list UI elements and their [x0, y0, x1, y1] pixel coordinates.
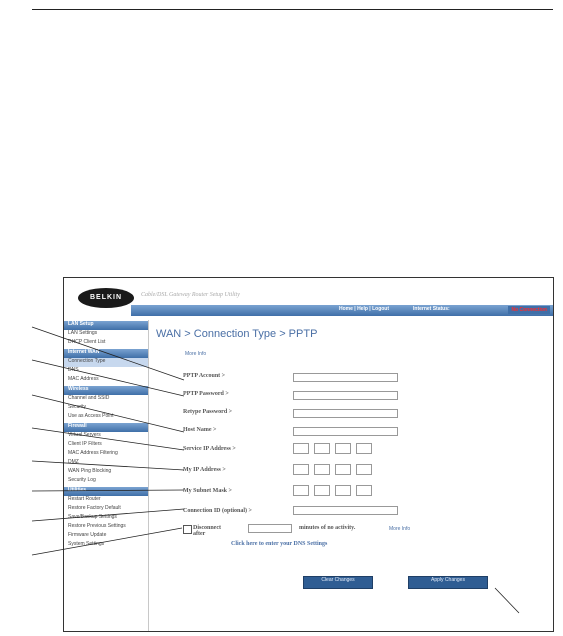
sidebar-section-firewall: Firewall	[64, 423, 148, 432]
subnet-octet-3[interactable]	[335, 485, 351, 496]
sidebar-item-restart-router[interactable]: Restart Router	[68, 496, 101, 502]
dns-settings-link[interactable]: Click here to enter your DNS Settings	[231, 541, 328, 547]
service-ip-octet-1[interactable]	[293, 443, 309, 454]
sidebar-item-dns[interactable]: DNS	[68, 367, 79, 373]
service-ip-octet-3[interactable]	[335, 443, 351, 454]
page-title: WAN > Connection Type > PPTP	[156, 328, 318, 340]
app-title: Cable/DSL Gateway Router Setup Utility	[141, 292, 240, 298]
sidebar-item-wan-ping-blocking[interactable]: WAN Ping Blocking	[68, 468, 112, 474]
pptp-password-label: PPTP Password >	[183, 391, 229, 397]
connection-id-label: Connection ID (optional) >	[183, 508, 252, 514]
my-ip-octet-3[interactable]	[335, 464, 351, 475]
sidebar-item-firmware-update[interactable]: Firmware Update	[68, 532, 107, 538]
my-ip-label: My IP Address >	[183, 467, 226, 473]
sidebar-item-access-point[interactable]: Use as Access Point	[68, 413, 114, 419]
pptp-password-input[interactable]	[293, 391, 398, 400]
disconnect-more-info-link[interactable]: More Info	[389, 526, 411, 532]
sidebar-item-channel-ssid[interactable]: Channel and SSID	[68, 395, 110, 401]
header	[64, 278, 553, 316]
pptp-account-input[interactable]	[293, 373, 398, 382]
top-nav-bar	[131, 305, 553, 316]
main-content	[149, 320, 553, 631]
my-ip-octet-2[interactable]	[314, 464, 330, 475]
sidebar-item-client-ip-filters[interactable]: Client IP Filters	[68, 441, 102, 447]
service-ip-octet-2[interactable]	[314, 443, 330, 454]
sidebar-item-dhcp-client-list[interactable]: DHCP Client List	[68, 339, 106, 345]
disconnect-label: Disconnect after	[193, 525, 221, 537]
service-ip-label: Service IP Address >	[183, 446, 236, 452]
sidebar-item-dmz[interactable]: DMZ	[68, 459, 79, 465]
page-rule	[32, 9, 553, 10]
sidebar-item-mac-filtering[interactable]: MAC Address Filtering	[68, 450, 118, 456]
sidebar-item-restore-default[interactable]: Restore Factory Default	[68, 505, 121, 511]
subnet-octet-4[interactable]	[356, 485, 372, 496]
host-name-input[interactable]	[293, 427, 398, 436]
sidebar-item-connection-type[interactable]: Connection Type	[64, 358, 148, 367]
sidebar-item-virtual-servers[interactable]: Virtual Servers	[68, 432, 101, 438]
sidebar	[64, 320, 148, 631]
disconnect-checkbox[interactable]	[183, 525, 192, 534]
router-ui-screenshot	[63, 277, 554, 632]
nav-links[interactable]: Home | Help | Logout	[339, 306, 390, 312]
pptp-account-label: PPTP Account >	[183, 373, 226, 379]
clear-changes-button[interactable]: Clear Changes	[303, 576, 373, 589]
sidebar-item-lan-settings[interactable]: LAN Settings	[68, 330, 98, 336]
subnet-octet-2[interactable]	[314, 485, 330, 496]
sidebar-section-lan: LAN Setup	[64, 321, 148, 330]
connection-id-input[interactable]	[293, 506, 398, 515]
sidebar-item-system-settings[interactable]: System Settings	[68, 541, 105, 547]
my-ip-octet-4[interactable]	[356, 464, 372, 475]
internet-status-label: Internet Status:	[413, 306, 450, 312]
sidebar-item-mac-address[interactable]: MAC Address	[68, 376, 99, 382]
sidebar-item-save-backup[interactable]: Save/Backup Settings	[68, 514, 117, 520]
subnet-mask-label: My Subnet Mask >	[183, 488, 232, 494]
belkin-logo: BELKIN	[78, 288, 134, 308]
apply-changes-button[interactable]: Apply Changes	[408, 576, 488, 589]
subnet-octet-1[interactable]	[293, 485, 309, 496]
retype-password-label: Retype Password >	[183, 409, 233, 415]
internet-status-badge: No Connection	[508, 306, 550, 314]
sidebar-item-security-log[interactable]: Security Log	[68, 477, 96, 483]
host-name-label: Host Name >	[183, 427, 217, 433]
sidebar-section-utilities: Utilities	[64, 487, 148, 496]
sidebar-section-internet-wan: Internet WAN	[64, 349, 148, 358]
sidebar-item-security[interactable]: Security	[68, 404, 87, 410]
my-ip-octet-1[interactable]	[293, 464, 309, 475]
disconnect-minutes-input[interactable]	[248, 524, 292, 533]
retype-password-input[interactable]	[293, 409, 398, 418]
more-info-link[interactable]: More Info	[185, 351, 207, 357]
service-ip-octet-4[interactable]	[356, 443, 372, 454]
sidebar-item-restore-previous[interactable]: Restore Previous Settings	[68, 523, 126, 529]
sidebar-section-wireless: Wireless	[64, 386, 148, 395]
disconnect-suffix: minutes of no activity.	[299, 525, 356, 531]
